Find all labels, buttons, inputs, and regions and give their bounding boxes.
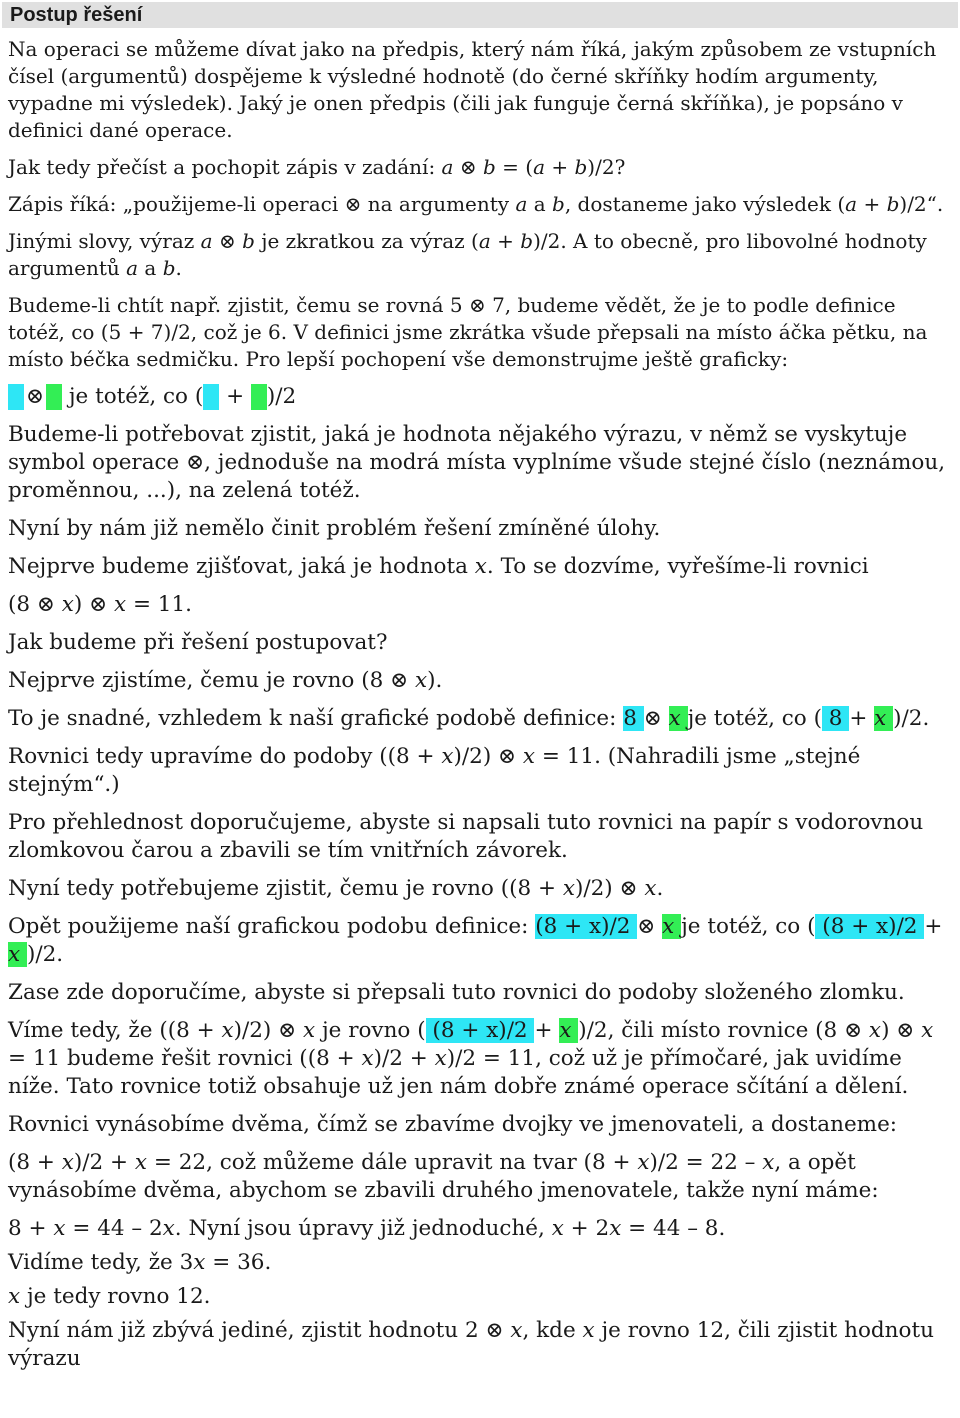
- paragraph-clarity: Pro přehlednost doporučujeme, abyste si napsali tuto rovnici na papír s vodorovnou zlomkovou čarou a zbavili se tím vnitřních závorek.: [8, 810, 924, 863]
- paragraph-result-x: x je tedy rovno 12.: [8, 1284, 211, 1309]
- paragraph-recommend: Zase zde doporučíme, abyste si přepsali tuto rovnici do podoby složeného zlomku.: [8, 980, 905, 1005]
- paragraph-first: Nejprve budeme zjišťovat, jaká je hodnota x. To se dozvíme, vyřešíme-li rovnici: [8, 554, 869, 579]
- paragraph-other-words: Jinými slovy, výraz a ⊗ b je zkratkou za výraz (a + b)/2. A to obecně, pro libovolné hodnoty argumentů a a b.: [8, 229, 927, 280]
- graphic-definition: ⊗ je totéž, co ( + )/2: [8, 383, 953, 411]
- document-body: [8, 36, 953, 1383]
- paragraph-rewrite: Rovnici tedy upravíme do podoby ((8 + x)/2) ⊗ x = 11. (Nahradili jsme „stejné stejným“.): [8, 744, 861, 797]
- paragraph-intro: Na operaci se můžeme dívat jako na předpis, který nám říká, jakým způsobem ze vstupních čísel (argumentů) dospějeme k výsledné hodnotě (do černé skříňky hodím argumenty, vypadne mi výsledek). Jaký je onen předpis (čili jak funguje černá skříňka), je popsáno v definici dané operace.: [8, 37, 937, 142]
- green-placeholder: [46, 384, 62, 410]
- blue-placeholder: [8, 384, 24, 410]
- green-placeholder: [251, 384, 267, 410]
- paragraph-again: Opět použijeme naší grafickou podobu definice: (8 + x)/2 ⊗ x je totéž, co ( (8 + x)/2 + x )/2.: [8, 914, 943, 967]
- paragraph-result-3x: Vidíme tedy, že 3x = 36.: [8, 1250, 272, 1275]
- paragraph-know: Víme tedy, že ((8 + x)/2) ⊗ x je rovno ( (8 + x)/2 + x )/2, čili místo rovnice (8 ⊗ x) ⊗ x = 11 budeme řešit rovnici ((8 + x)/2 + x)/2 = 11, což už je přímočaré, jak uvidíme níže. Tato rovnice totiž obsahuje už jen nám dobře známé operace sčítání a dělení.: [8, 1018, 934, 1099]
- paragraph-easy: To je snadné, vzhledem k naší grafické podobě definice: 8 ⊗ x je totéž, co ( 8 + x )/2.: [8, 706, 930, 731]
- blue-placeholder: [203, 384, 219, 410]
- paragraph-equation-linear: 8 + x = 44 – 2x. Nyní jsou úpravy již jednoduché, x + 2x = 44 – 8.: [8, 1216, 726, 1241]
- paragraph-need: Nyní tedy potřebujeme zjistit, čemu je rovno ((8 + x)/2) ⊗ x.: [8, 876, 664, 901]
- paragraph-multiply: Rovnici vynásobíme dvěma, čímž se zbavíme dvojky ve jmenovateli, a dostaneme:: [8, 1112, 898, 1137]
- paragraph-how: Jak budeme při řešení postupovat?: [8, 630, 388, 655]
- paragraph-final: Nyní nám již zbývá jediné, zjistit hodnotu 2 ⊗ x, kde x je rovno 12, čili zjistit hodnotu výrazu: [8, 1318, 934, 1371]
- paragraph-first-step: Nejprve zjistíme, čemu je rovno (8 ⊗ x).: [8, 668, 443, 693]
- section-title: Postup řešení: [2, 2, 958, 28]
- paragraph-now: Nyní by nám již nemělo činit problém řešení zmíněné úlohy.: [8, 516, 661, 541]
- paragraph-simplify: (8 + x)/2 + x = 22, což můžeme dále upravit na tvar (8 + x)/2 = 22 – x, a opět vynásobíme dvěma, abychom se zbavili druhého jmenovatele, takže nyní máme:: [8, 1150, 879, 1203]
- equation-main: (8 ⊗ x) ⊗ x = 11.: [8, 592, 192, 617]
- paragraph-question: Jak tedy přečíst a pochopit zápis v zadání: a ⊗ b = (a + b)/2?: [8, 155, 626, 179]
- paragraph-notation: Zápis říká: „použijeme-li operaci ⊗ na argumenty a a b, dostaneme jako výsledek (a + b)/2“.: [8, 192, 944, 216]
- paragraph-usage: Budeme-li potřebovat zjistit, jaká je hodnota nějakého výrazu, v němž se vyskytuje symbol operace ⊗, jednoduše na modrá místa vyplníme všude stejné číslo (neznámou, proměnnou, ...), na zelená totéž.: [8, 422, 946, 503]
- paragraph-example: Budeme-li chtít např. zjistit, čemu se rovná 5 ⊗ 7, budeme vědět, že je to podle definice totéž, co (5 + 7)/2, což je 6. V definici jsme zkrátka všude přepsali na místo áčka pětku, na místo béčka sedmičku. Pro lepší pochopení vše demonstrujme ještě graficky:: [8, 293, 928, 371]
